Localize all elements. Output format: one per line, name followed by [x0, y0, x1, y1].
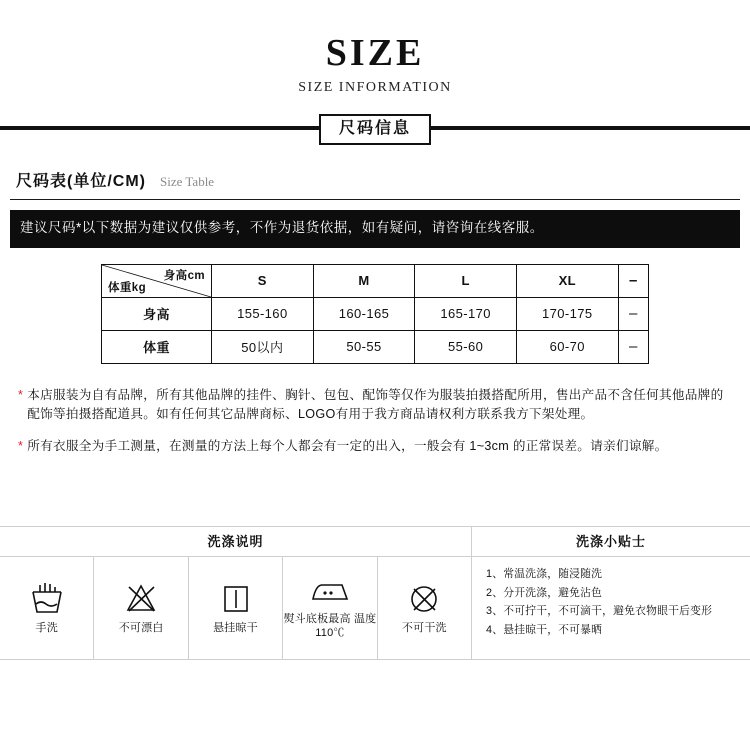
tip-item: 4、悬挂晾干，不可暴晒 [486, 623, 603, 636]
care-icon-cell [94, 557, 188, 659]
table-row-label: 身高 [102, 297, 212, 330]
wash-icons-row [0, 557, 471, 659]
corner-bottom-label: 体重kg [108, 281, 147, 294]
table-cell: 170-175 [516, 297, 618, 330]
table-col-header: – [618, 264, 648, 297]
care-icon-caption: 不可漂白 [118, 622, 164, 635]
note-text: 所有衣服全为手工测量，在测量的方法上每个人都会有一定的出入，一般会有 1~3cm 的正常误差。请亲们谅解。 [27, 438, 668, 453]
table-header-row [102, 264, 649, 297]
band-label: 尺码信息 [319, 114, 431, 145]
size-table-wrapper [0, 264, 750, 364]
table-cell: – [618, 330, 648, 363]
note-text: 本店服装为自有品牌，所有其他品牌的挂件、胸针、包包、配饰等仅作为服装拍摄搭配所用，售出产品不含任何其他品牌的配饰等拍摄搭配道具。如有任何其它品牌商标、LOGO有用于我方商品请权利方联系我方下架处理。 [27, 387, 724, 422]
tip-item: 1、常温洗涤，随浸随洗 [486, 568, 603, 580]
care-icon-caption: 不可干洗 [401, 622, 447, 635]
table-cell: – [618, 297, 648, 330]
wash-tips-panel [472, 527, 750, 659]
table-cell: 160-165 [313, 297, 415, 330]
table-col-header: S [212, 264, 314, 297]
tip-item: 3、不可拧干，不可滴干，避免衣物眼干后变形 [486, 605, 713, 618]
care-section [0, 526, 750, 660]
table-col-header: M [313, 264, 415, 297]
no-dry-clean-icon [404, 582, 444, 616]
table-corner-cell [102, 264, 212, 297]
tip-item: 2、分开洗涤，避免沾色 [486, 586, 603, 599]
wash-tips-list [472, 557, 750, 659]
table-cell: 50-55 [313, 330, 415, 363]
hand-wash-icon [27, 582, 67, 616]
iron-110-icon [308, 577, 352, 607]
wash-tips-title: 洗涤小贴士 [472, 527, 750, 557]
table-cell: 60-70 [516, 330, 618, 363]
section-band [0, 114, 750, 142]
disclaimer-notes [18, 386, 732, 457]
table-cell: 55-60 [415, 330, 517, 363]
care-icon-cell [0, 557, 94, 659]
care-icon-cell [189, 557, 283, 659]
size-table-heading [16, 168, 750, 191]
size-table-heading-cn: 尺码表(单位/CM) [16, 173, 146, 190]
table-row [102, 297, 649, 330]
care-icon-caption: 熨斗底板最高 温度110℃ [283, 613, 377, 639]
table-cell: 50以内 [212, 330, 314, 363]
hang-dry-icon [216, 582, 256, 616]
wash-instructions-panel [0, 527, 472, 659]
care-icon-caption: 手洗 [35, 622, 58, 635]
no-bleach-icon [121, 582, 161, 616]
table-row-label: 体重 [102, 330, 212, 363]
note-item [18, 386, 732, 425]
care-icon-cell [283, 557, 377, 659]
table-cell: 165-170 [415, 297, 517, 330]
asterisk-icon: * [18, 387, 24, 402]
asterisk-icon: * [18, 438, 24, 453]
corner-top-label: 身高cm [163, 269, 205, 282]
table-row [102, 330, 649, 363]
heading-divider [10, 199, 740, 200]
page-header [0, 0, 750, 96]
care-icon-cell [378, 557, 471, 659]
size-table [101, 264, 649, 364]
table-col-header: L [415, 264, 517, 297]
size-table-heading-en: Size Table [160, 174, 215, 189]
note-item [18, 437, 732, 457]
table-cell: 155-160 [212, 297, 314, 330]
care-icon-caption: 悬挂晾干 [213, 622, 258, 635]
table-col-header: XL [516, 264, 618, 297]
page-title: SIZE [325, 32, 425, 74]
page-subtitle: SIZE INFORMATION [298, 80, 452, 95]
wash-instructions-title: 洗涤说明 [0, 527, 471, 557]
size-notice-bar: 建议尺码*以下数据为建议仅供参考，不作为退货依据，如有疑问，请咨询在线客服。 [10, 210, 740, 248]
